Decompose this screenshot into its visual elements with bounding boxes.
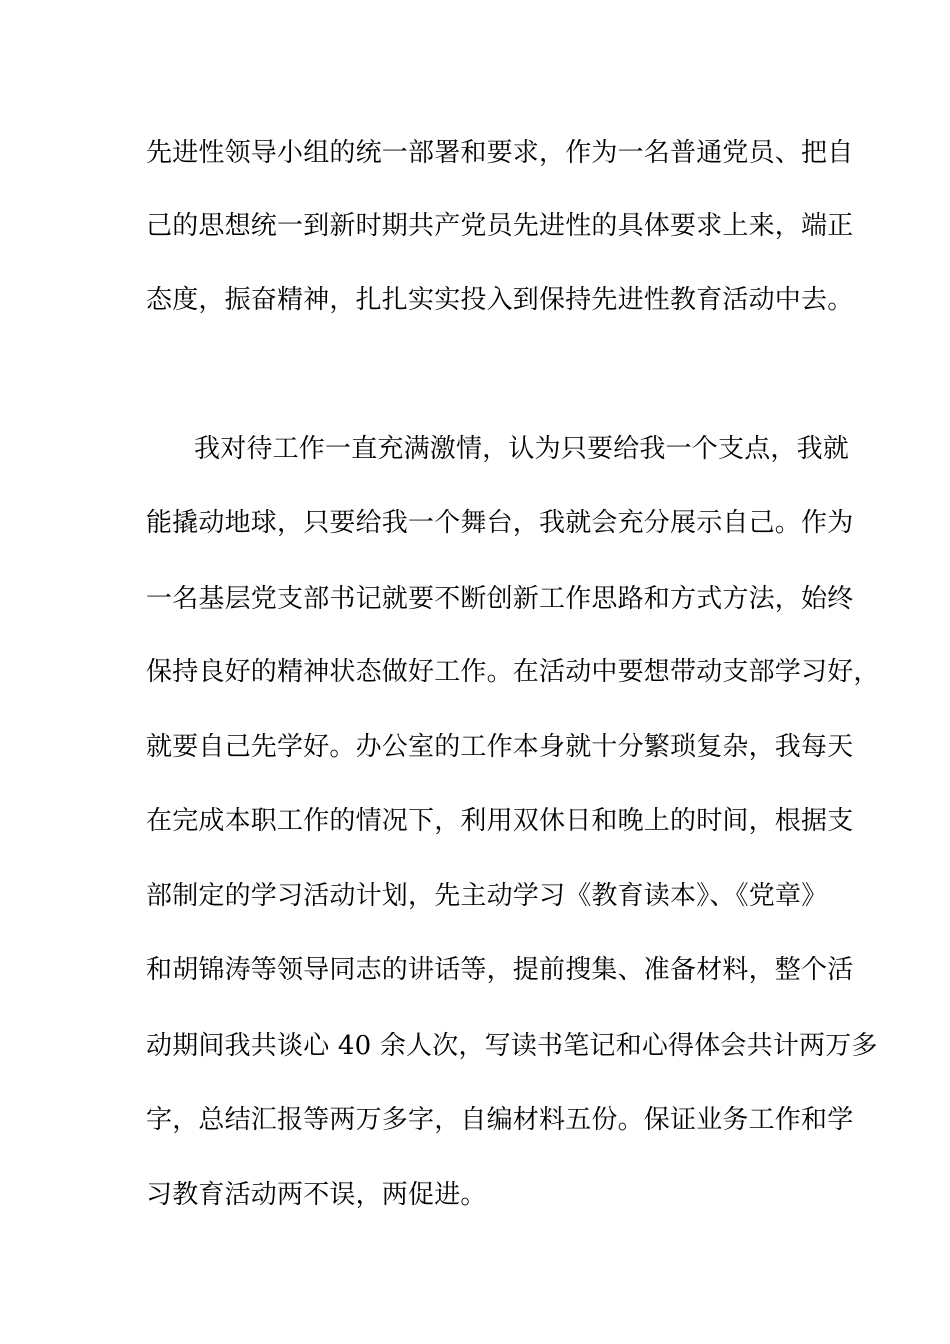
paragraph-2-line-1: 我对待工作一直充满激情，认为只要给我一个支点，我就 — [194, 434, 850, 464]
paragraph-1-line-1: 先进性领导小组的统一部署和要求，作为一名普通党员、把自 — [146, 138, 854, 168]
paragraph-2-line-7: 部制定的学习活动计划，先主动学习《教育读本》、《党章》 — [146, 881, 828, 911]
paragraph-2-line-2: 能撬动地球，只要给我一个舞台，我就会充分展示自己。作为 — [146, 508, 854, 538]
paragraph-2-line-8: 和胡锦涛等领导同志的讲话等，提前搜集、准备材料，整个活 — [146, 955, 854, 985]
paragraph-2-line-9: 动期间我共谈心 40 余人次，写读书笔记和心得体会共计两万多 — [146, 1031, 878, 1061]
paragraph-2-line-6: 在完成本职工作的情况下，利用双休日和晚上的时间，根据支 — [146, 806, 854, 836]
paragraph-2-line-10: 字，总结汇报等两万多字，自编材料五份。保证业务工作和学 — [146, 1105, 854, 1135]
paragraph-1-line-3: 态度，振奋精神，扎扎实实投入到保持先进性教育活动中去。 — [146, 285, 854, 315]
paragraph-1-line-2: 己的思想统一到新时期共产党员先进性的具体要求上来，端正 — [146, 211, 854, 241]
paragraph-2-line-5: 就要自己先学好。办公室的工作本身就十分繁琐复杂，我每天 — [146, 732, 854, 762]
paragraph-2-line-4: 保持良好的精神状态做好工作。在活动中要想带动支部学习好， — [146, 657, 880, 687]
paragraph-2-line-11: 习教育活动两不误，两促进。 — [146, 1180, 487, 1210]
paragraph-2-line-3: 一名基层党支部书记就要不断创新工作思路和方式方法，始终 — [146, 584, 854, 614]
